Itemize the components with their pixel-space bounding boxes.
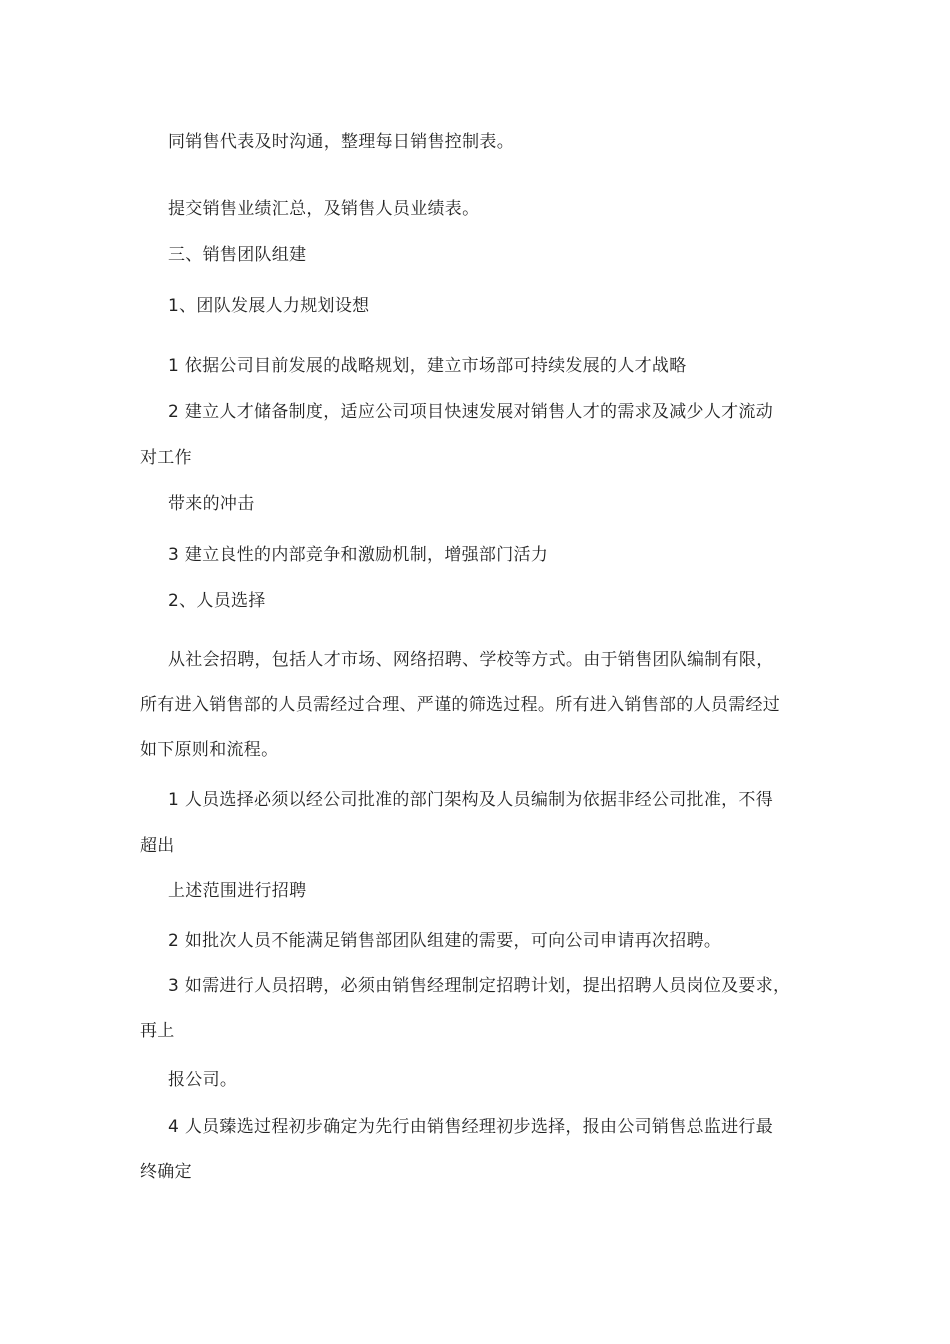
list-item-continuation: 超出	[140, 836, 175, 856]
list-item: 1 人员选择必须以经公司批准的部门架构及人员编制为依据非经公司批准，不得	[168, 790, 774, 810]
paragraph-line: 同销售代表及时沟通，整理每日销售控制表。	[168, 132, 514, 152]
list-item: 2 如批次人员不能满足销售部团队组建的需要，可向公司申请再次招聘。	[168, 931, 722, 951]
paragraph-line: 从社会招聘，包括人才市场、网络招聘、学校等方式。由于销售团队编制有限，	[168, 650, 774, 670]
list-item-continuation: 上述范围进行招聘	[168, 881, 307, 901]
list-item: 4 人员臻选过程初步确定为先行由销售经理初步选择，报由公司销售总监进行最	[168, 1117, 774, 1137]
list-item-continuation: 终确定	[140, 1162, 192, 1182]
list-item: 3 建立良性的内部竞争和激励机制，增强部门活力	[168, 545, 549, 565]
list-item-continuation: 报公司。	[168, 1070, 238, 1090]
list-item: 3 如需进行人员招聘，必须由销售经理制定招聘计划，提出招聘人员岗位及要求，	[168, 976, 791, 996]
paragraph-line: 所有进入销售部的人员需经过合理、严谨的筛选过程。所有进入销售部的人员需经过	[140, 695, 781, 715]
subsection-heading: 2、人员选择	[168, 591, 266, 611]
list-item-continuation: 对工作	[140, 448, 192, 468]
list-item: 1 依据公司目前发展的战略规划，建立市场部可持续发展的人才战略	[168, 356, 687, 376]
list-item-continuation: 带来的冲击	[168, 494, 255, 514]
list-item: 2 建立人才储备制度，适应公司项目快速发展对销售人才的需求及减少人才流动	[168, 402, 774, 422]
subsection-heading: 1、团队发展人力规划设想	[168, 296, 370, 316]
paragraph-line: 如下原则和流程。	[140, 740, 279, 760]
paragraph-line: 提交销售业绩汇总，及销售人员业绩表。	[168, 199, 480, 219]
section-heading: 三、销售团队组建	[168, 245, 307, 265]
list-item-continuation: 再上	[140, 1021, 175, 1041]
